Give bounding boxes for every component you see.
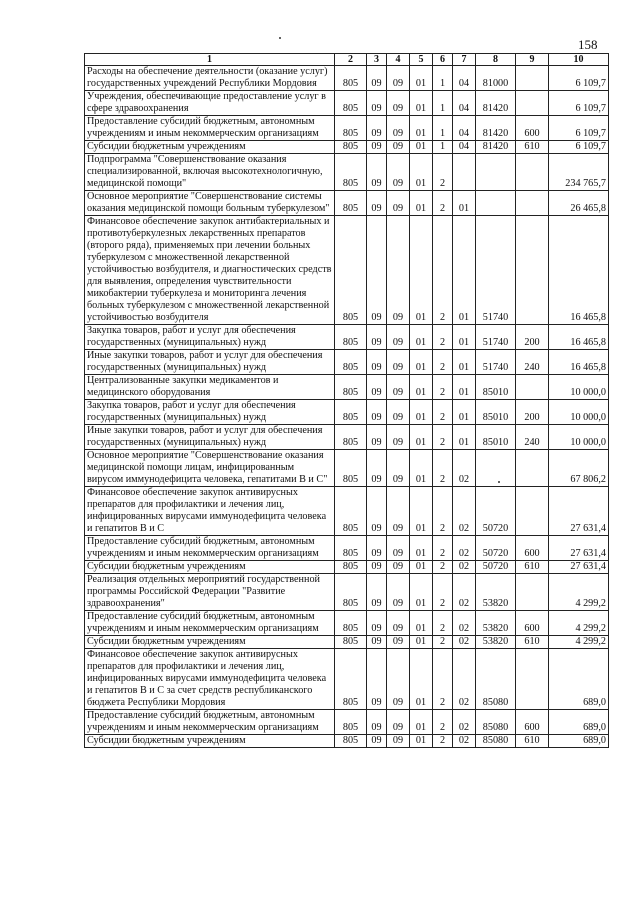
expense-type-cell bbox=[516, 375, 549, 400]
expense-type-cell bbox=[516, 487, 549, 536]
activity-code-cell: 01 bbox=[453, 400, 476, 425]
activity-code-cell: 02 bbox=[453, 611, 476, 636]
activity-code-cell: 02 bbox=[453, 574, 476, 611]
section-code-cell: 09 bbox=[367, 536, 387, 561]
section-code-cell: 09 bbox=[367, 649, 387, 710]
name-cell: Расходы на обеспечение деятельности (оказание услуг) государственных учреждений Республики Мордовия bbox=[85, 66, 335, 91]
activity-code-cell bbox=[453, 154, 476, 191]
subsection-code-cell: 09 bbox=[387, 191, 410, 216]
name-cell: Учреждения, обеспечивающие предоставление услуг в сфере здравоохранения bbox=[85, 91, 335, 116]
amount-cell: 26 465,8 bbox=[549, 191, 609, 216]
expense-type-cell: 610 bbox=[516, 141, 549, 154]
subprogram-code-cell: 1 bbox=[433, 141, 453, 154]
program-code-cell: 01 bbox=[410, 325, 433, 350]
section-code-cell: 09 bbox=[367, 611, 387, 636]
activity-code-cell: 02 bbox=[453, 561, 476, 574]
subprogram-code-cell: 2 bbox=[433, 536, 453, 561]
activity-code-cell: 04 bbox=[453, 66, 476, 91]
column-header-1: 1 bbox=[85, 54, 335, 66]
expense-type-cell: 610 bbox=[516, 735, 549, 748]
expense-type-cell bbox=[516, 154, 549, 191]
column-header-4: 4 bbox=[387, 54, 410, 66]
target-code-cell: 81420 bbox=[476, 116, 516, 141]
section-code-cell: 09 bbox=[367, 375, 387, 400]
column-header-8: 8 bbox=[476, 54, 516, 66]
ministry-code-cell: 805 bbox=[335, 536, 367, 561]
ministry-code-cell: 805 bbox=[335, 735, 367, 748]
target-code-cell: 85010 bbox=[476, 375, 516, 400]
subsection-code-cell: 09 bbox=[387, 487, 410, 536]
subsection-code-cell: 09 bbox=[387, 141, 410, 154]
name-cell: Предоставление субсидий бюджетным, автономным учреждениям и иным некоммерческим организациям bbox=[85, 536, 335, 561]
ministry-code-cell: 805 bbox=[335, 710, 367, 735]
target-code-cell: 81000 bbox=[476, 66, 516, 91]
table-row bbox=[85, 649, 609, 710]
expense-type-cell bbox=[516, 191, 549, 216]
activity-code-cell: 01 bbox=[453, 191, 476, 216]
ministry-code-cell: 805 bbox=[335, 375, 367, 400]
subprogram-code-cell: 2 bbox=[433, 649, 453, 710]
table-row bbox=[85, 735, 609, 748]
ministry-code-cell: 805 bbox=[335, 561, 367, 574]
ministry-code-cell: 805 bbox=[335, 636, 367, 649]
table-row bbox=[85, 191, 609, 216]
program-code-cell: 01 bbox=[410, 91, 433, 116]
ministry-code-cell: 805 bbox=[335, 487, 367, 536]
activity-code-cell: 01 bbox=[453, 350, 476, 375]
subprogram-code-cell: 2 bbox=[433, 735, 453, 748]
activity-code-cell: 01 bbox=[453, 375, 476, 400]
subprogram-code-cell: 2 bbox=[433, 375, 453, 400]
target-code-cell: 81420 bbox=[476, 141, 516, 154]
table-row bbox=[85, 91, 609, 116]
activity-code-cell: 04 bbox=[453, 141, 476, 154]
expense-type-cell: 600 bbox=[516, 611, 549, 636]
activity-code-cell: 02 bbox=[453, 487, 476, 536]
section-code-cell: 09 bbox=[367, 710, 387, 735]
column-header-7: 7 bbox=[453, 54, 476, 66]
subsection-code-cell: 09 bbox=[387, 561, 410, 574]
table-row bbox=[85, 66, 609, 91]
expense-type-cell bbox=[516, 649, 549, 710]
name-cell: Финансовое обеспечение закупок антивирусных препаратов для профилактики и лечения лиц, инфицированных вирусами иммунодефицита человека и гепатитов B и C за счет средств республиканского бюджета Республики Мордовия bbox=[85, 649, 335, 710]
table-row bbox=[85, 216, 609, 325]
subprogram-code-cell: 2 bbox=[433, 425, 453, 450]
name-cell: Субсидии бюджетным учреждениям bbox=[85, 735, 335, 748]
ministry-code-cell: 805 bbox=[335, 450, 367, 487]
column-header-3: 3 bbox=[367, 54, 387, 66]
program-code-cell: 01 bbox=[410, 450, 433, 487]
activity-code-cell: 01 bbox=[453, 216, 476, 325]
table-row bbox=[85, 325, 609, 350]
subprogram-code-cell: 2 bbox=[433, 400, 453, 425]
program-code-cell: 01 bbox=[410, 574, 433, 611]
subsection-code-cell: 09 bbox=[387, 450, 410, 487]
subsection-code-cell: 09 bbox=[387, 425, 410, 450]
table-row bbox=[85, 350, 609, 375]
name-cell: Предоставление субсидий бюджетным, автономным учреждениям и иным некоммерческим организациям bbox=[85, 116, 335, 141]
ministry-code-cell: 805 bbox=[335, 154, 367, 191]
subsection-code-cell: 09 bbox=[387, 636, 410, 649]
target-code-cell: 53820 bbox=[476, 636, 516, 649]
subsection-code-cell: 09 bbox=[387, 216, 410, 325]
subprogram-code-cell: 2 bbox=[433, 611, 453, 636]
amount-cell: 27 631,4 bbox=[549, 561, 609, 574]
name-cell: Предоставление субсидий бюджетным, автономным учреждениям и иным некоммерческим организациям bbox=[85, 611, 335, 636]
subsection-code-cell: 09 bbox=[387, 66, 410, 91]
activity-code-cell: 04 bbox=[453, 91, 476, 116]
amount-cell: 10 000,0 bbox=[549, 425, 609, 450]
subsection-code-cell: 09 bbox=[387, 735, 410, 748]
ministry-code-cell: 805 bbox=[335, 350, 367, 375]
amount-cell: 689,0 bbox=[549, 735, 609, 748]
subprogram-code-cell: 2 bbox=[433, 325, 453, 350]
subsection-code-cell: 09 bbox=[387, 375, 410, 400]
section-code-cell: 09 bbox=[367, 636, 387, 649]
expense-type-cell: 240 bbox=[516, 425, 549, 450]
program-code-cell: 01 bbox=[410, 216, 433, 325]
subprogram-code-cell: 1 bbox=[433, 116, 453, 141]
subprogram-code-cell: 1 bbox=[433, 66, 453, 91]
section-code-cell: 09 bbox=[367, 450, 387, 487]
name-cell: Централизованные закупки медикаментов и медицинского оборудования bbox=[85, 375, 335, 400]
expense-type-cell: 240 bbox=[516, 350, 549, 375]
expense-type-cell: 600 bbox=[516, 116, 549, 141]
target-code-cell: 53820 bbox=[476, 611, 516, 636]
program-code-cell: 01 bbox=[410, 561, 433, 574]
program-code-cell: 01 bbox=[410, 375, 433, 400]
expense-type-cell: 200 bbox=[516, 325, 549, 350]
table-row bbox=[85, 116, 609, 141]
amount-cell: 27 631,4 bbox=[549, 487, 609, 536]
name-cell: Иные закупки товаров, работ и услуг для обеспечения государственных (муниципальных) нужд bbox=[85, 350, 335, 375]
expense-type-cell bbox=[516, 66, 549, 91]
subprogram-code-cell: 2 bbox=[433, 574, 453, 611]
section-code-cell: 09 bbox=[367, 561, 387, 574]
expense-type-cell bbox=[516, 91, 549, 116]
subprogram-code-cell: 2 bbox=[433, 154, 453, 191]
section-code-cell: 09 bbox=[367, 116, 387, 141]
target-code-cell: 50720 bbox=[476, 487, 516, 536]
scan-speck bbox=[279, 37, 281, 39]
target-code-cell: 53820 bbox=[476, 574, 516, 611]
amount-cell: 16 465,8 bbox=[549, 216, 609, 325]
subprogram-code-cell: 2 bbox=[433, 216, 453, 325]
subprogram-code-cell: 2 bbox=[433, 191, 453, 216]
name-cell: Закупка товаров, работ и услуг для обеспечения государственных (муниципальных) нужд bbox=[85, 325, 335, 350]
section-code-cell: 09 bbox=[367, 191, 387, 216]
section-code-cell: 09 bbox=[367, 400, 387, 425]
activity-code-cell: 02 bbox=[453, 450, 476, 487]
ministry-code-cell: 805 bbox=[335, 91, 367, 116]
program-code-cell: 01 bbox=[410, 487, 433, 536]
name-cell: Субсидии бюджетным учреждениям bbox=[85, 141, 335, 154]
section-code-cell: 09 bbox=[367, 141, 387, 154]
activity-code-cell: 02 bbox=[453, 636, 476, 649]
subsection-code-cell: 09 bbox=[387, 611, 410, 636]
program-code-cell: 01 bbox=[410, 116, 433, 141]
section-code-cell: 09 bbox=[367, 350, 387, 375]
name-cell: Основное мероприятие "Совершенствование оказания медицинской помощи лицам, инфицированным вирусом иммунодефицита человека, гепатитами B и C" bbox=[85, 450, 335, 487]
amount-cell: 27 631,4 bbox=[549, 536, 609, 561]
amount-cell: 6 109,7 bbox=[549, 141, 609, 154]
program-code-cell: 01 bbox=[410, 536, 433, 561]
table-row bbox=[85, 636, 609, 649]
subsection-code-cell: 09 bbox=[387, 400, 410, 425]
page-number: 158 bbox=[578, 37, 598, 52]
ministry-code-cell: 805 bbox=[335, 611, 367, 636]
expense-type-cell: 610 bbox=[516, 636, 549, 649]
program-code-cell: 01 bbox=[410, 649, 433, 710]
subprogram-code-cell: 2 bbox=[433, 636, 453, 649]
name-cell: Иные закупки товаров, работ и услуг для обеспечения государственных (муниципальных) нужд bbox=[85, 425, 335, 450]
program-code-cell: 01 bbox=[410, 735, 433, 748]
ministry-code-cell: 805 bbox=[335, 191, 367, 216]
target-code-cell bbox=[476, 191, 516, 216]
target-code-cell: 51740 bbox=[476, 350, 516, 375]
program-code-cell: 01 bbox=[410, 191, 433, 216]
table-row bbox=[85, 154, 609, 191]
column-header-2: 2 bbox=[335, 54, 367, 66]
section-code-cell: 09 bbox=[367, 66, 387, 91]
column-header-6: 6 bbox=[433, 54, 453, 66]
expense-type-cell: 600 bbox=[516, 710, 549, 735]
subprogram-code-cell: 2 bbox=[433, 561, 453, 574]
program-code-cell: 01 bbox=[410, 611, 433, 636]
table-row bbox=[85, 425, 609, 450]
program-code-cell: 01 bbox=[410, 154, 433, 191]
target-code-cell: 85010 bbox=[476, 425, 516, 450]
column-header-5: 5 bbox=[410, 54, 433, 66]
table-row bbox=[85, 375, 609, 400]
activity-code-cell: 02 bbox=[453, 536, 476, 561]
name-cell: Субсидии бюджетным учреждениям bbox=[85, 561, 335, 574]
amount-cell: 6 109,7 bbox=[549, 116, 609, 141]
expense-type-cell: 200 bbox=[516, 400, 549, 425]
name-cell: Основное мероприятие "Совершенствование системы оказания медицинской помощи больным туберкулезом" bbox=[85, 191, 335, 216]
table-row bbox=[85, 141, 609, 154]
section-code-cell: 09 bbox=[367, 574, 387, 611]
subprogram-code-cell: 2 bbox=[433, 710, 453, 735]
table-header-row bbox=[85, 54, 609, 66]
subprogram-code-cell: 2 bbox=[433, 350, 453, 375]
amount-cell: 4 299,2 bbox=[549, 574, 609, 611]
expense-type-cell bbox=[516, 216, 549, 325]
target-code-cell bbox=[476, 450, 516, 487]
activity-code-cell: 04 bbox=[453, 116, 476, 141]
subprogram-code-cell: 2 bbox=[433, 450, 453, 487]
amount-cell: 234 765,7 bbox=[549, 154, 609, 191]
target-code-cell: 85080 bbox=[476, 649, 516, 710]
amount-cell: 689,0 bbox=[549, 710, 609, 735]
ministry-code-cell: 805 bbox=[335, 116, 367, 141]
table-row bbox=[85, 574, 609, 611]
table-row bbox=[85, 710, 609, 735]
amount-cell: 689,0 bbox=[549, 649, 609, 710]
name-cell: Субсидии бюджетным учреждениям bbox=[85, 636, 335, 649]
section-code-cell: 09 bbox=[367, 154, 387, 191]
program-code-cell: 01 bbox=[410, 141, 433, 154]
section-code-cell: 09 bbox=[367, 325, 387, 350]
target-code-cell: 85010 bbox=[476, 400, 516, 425]
ministry-code-cell: 805 bbox=[335, 66, 367, 91]
program-code-cell: 01 bbox=[410, 710, 433, 735]
target-code-cell: 81420 bbox=[476, 91, 516, 116]
program-code-cell: 01 bbox=[410, 425, 433, 450]
name-cell: Закупка товаров, работ и услуг для обеспечения государственных (муниципальных) нужд bbox=[85, 400, 335, 425]
ministry-code-cell: 805 bbox=[335, 325, 367, 350]
target-code-cell: 51740 bbox=[476, 325, 516, 350]
target-code-cell: 50720 bbox=[476, 536, 516, 561]
subsection-code-cell: 09 bbox=[387, 91, 410, 116]
ministry-code-cell: 805 bbox=[335, 216, 367, 325]
amount-cell: 6 109,7 bbox=[549, 91, 609, 116]
section-code-cell: 09 bbox=[367, 216, 387, 325]
name-cell: Реализация отдельных мероприятий государственной программы Российской Федерации "Развитие здравоохранения" bbox=[85, 574, 335, 611]
ministry-code-cell: 805 bbox=[335, 649, 367, 710]
amount-cell: 6 109,7 bbox=[549, 66, 609, 91]
ministry-code-cell: 805 bbox=[335, 141, 367, 154]
table-body bbox=[85, 66, 609, 748]
subsection-code-cell: 09 bbox=[387, 350, 410, 375]
target-code-cell: 50720 bbox=[476, 561, 516, 574]
expense-type-cell bbox=[516, 450, 549, 487]
table-row bbox=[85, 450, 609, 487]
amount-cell: 16 465,8 bbox=[549, 325, 609, 350]
subsection-code-cell: 09 bbox=[387, 710, 410, 735]
table-row bbox=[85, 611, 609, 636]
expense-type-cell: 600 bbox=[516, 536, 549, 561]
activity-code-cell: 02 bbox=[453, 710, 476, 735]
name-cell: Финансовое обеспечение закупок антивирусных препаратов для профилактики и лечения лиц, инфицированных вирусами иммунодефицита человека и гепатитов B и C bbox=[85, 487, 335, 536]
amount-cell: 16 465,8 bbox=[549, 350, 609, 375]
table-row bbox=[85, 561, 609, 574]
program-code-cell: 01 bbox=[410, 400, 433, 425]
name-cell: Предоставление субсидий бюджетным, автономным учреждениям и иным некоммерческим организациям bbox=[85, 710, 335, 735]
subsection-code-cell: 09 bbox=[387, 116, 410, 141]
ministry-code-cell: 805 bbox=[335, 574, 367, 611]
subsection-code-cell: 09 bbox=[387, 649, 410, 710]
table-row bbox=[85, 536, 609, 561]
subprogram-code-cell: 1 bbox=[433, 91, 453, 116]
amount-cell: 4 299,2 bbox=[549, 636, 609, 649]
expense-type-cell: 610 bbox=[516, 561, 549, 574]
activity-code-cell: 02 bbox=[453, 735, 476, 748]
program-code-cell: 01 bbox=[410, 66, 433, 91]
budget-table bbox=[84, 53, 609, 748]
activity-code-cell: 01 bbox=[453, 425, 476, 450]
name-cell: Финансовое обеспечение закупок антибактериальных и противотуберкулезных лекарственных препаратов (второго ряда), применяемых при лечении больных туберкулезом с множественной лекарственной устойчивостью возбудителя, и диагностических средств для выявления, определения чувствительности микобактерии туберкулеза и мониторинга лечения больных туберкулезом с множественной лекарственной устойчивостью возбудителя bbox=[85, 216, 335, 325]
amount-cell: 67 806,2 bbox=[549, 450, 609, 487]
table-row bbox=[85, 400, 609, 425]
name-cell: Подпрограмма "Совершенствование оказания специализированной, включая высокотехнологичную, медицинской помощи" bbox=[85, 154, 335, 191]
section-code-cell: 09 bbox=[367, 425, 387, 450]
column-header-9: 9 bbox=[516, 54, 549, 66]
subsection-code-cell: 09 bbox=[387, 154, 410, 191]
subsection-code-cell: 09 bbox=[387, 325, 410, 350]
subsection-code-cell: 09 bbox=[387, 574, 410, 611]
subprogram-code-cell: 2 bbox=[433, 487, 453, 536]
column-header-10: 10 bbox=[549, 54, 609, 66]
activity-code-cell: 01 bbox=[453, 325, 476, 350]
section-code-cell: 09 bbox=[367, 91, 387, 116]
section-code-cell: 09 bbox=[367, 735, 387, 748]
activity-code-cell: 02 bbox=[453, 649, 476, 710]
amount-cell: 4 299,2 bbox=[549, 611, 609, 636]
program-code-cell: 01 bbox=[410, 636, 433, 649]
ministry-code-cell: 805 bbox=[335, 400, 367, 425]
target-code-cell: 85080 bbox=[476, 710, 516, 735]
section-code-cell: 09 bbox=[367, 487, 387, 536]
subsection-code-cell: 09 bbox=[387, 536, 410, 561]
amount-cell: 10 000,0 bbox=[549, 400, 609, 425]
ministry-code-cell: 805 bbox=[335, 425, 367, 450]
target-code-cell: 85080 bbox=[476, 735, 516, 748]
amount-cell: 10 000,0 bbox=[549, 375, 609, 400]
program-code-cell: 01 bbox=[410, 350, 433, 375]
expense-type-cell bbox=[516, 574, 549, 611]
target-code-cell bbox=[476, 154, 516, 191]
target-code-cell: 51740 bbox=[476, 216, 516, 325]
table-row bbox=[85, 487, 609, 536]
